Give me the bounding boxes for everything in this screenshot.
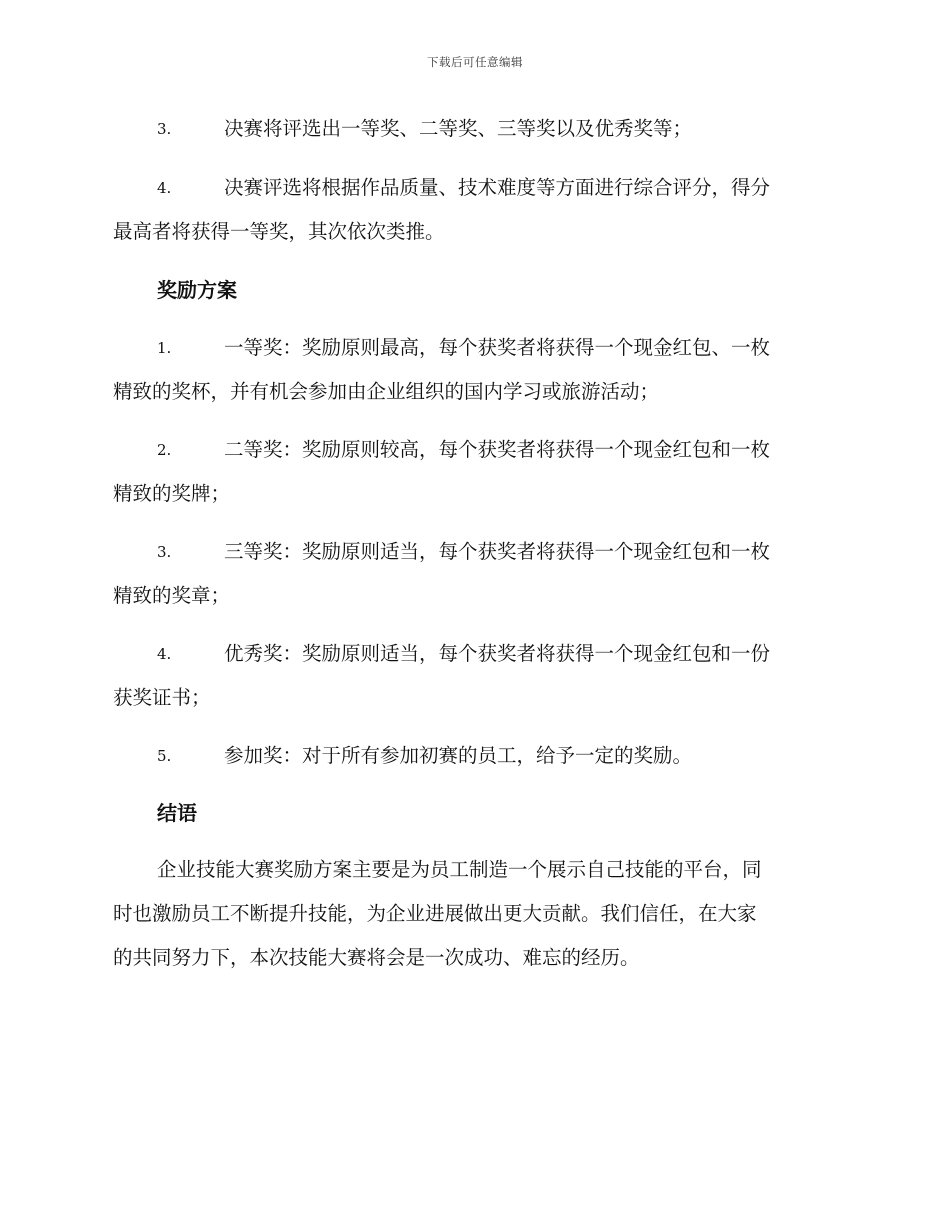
reward-item-1	[113, 326, 838, 414]
conclusion-paragraph	[113, 848, 838, 980]
item-text-continued: 最高者将获得一等奖，其次依次类推。	[113, 220, 445, 243]
item-text-continued: 精致的奖杯，并有机会参加由企业组织的国内学习或旅游活动；	[113, 380, 660, 403]
section-heading-conclusion: 结语	[157, 801, 197, 825]
item-number: 4.	[157, 645, 172, 663]
reward-item-4	[113, 632, 838, 720]
reward-item-5	[113, 734, 838, 778]
item-number: 5.	[157, 747, 172, 765]
item-number: 2.	[157, 441, 172, 459]
item-text: 决赛将评选出一等奖、二等奖、三等奖以及优秀奖等；	[224, 117, 693, 140]
reward-item-2	[113, 428, 838, 516]
item-number: 3.	[157, 543, 172, 561]
item-number: 1.	[157, 339, 172, 357]
section-heading-rewards: 奖励方案	[157, 278, 237, 302]
item-number: 3.	[157, 120, 172, 138]
judging-item-3	[113, 107, 838, 151]
item-number: 4.	[157, 179, 172, 197]
item-text: 一等奖：奖励原则最高，每个获奖者将获得一个现金红包、一枚	[224, 336, 771, 359]
item-text-continued: 精致的奖牌；	[113, 482, 231, 505]
judging-item-4	[113, 166, 838, 254]
page-header: 下载后可任意编辑	[427, 55, 523, 69]
item-text-continued: 获奖证书；	[113, 686, 211, 709]
item-text: 优秀奖：奖励原则适当，每个获奖者将获得一个现金红包和一份	[224, 642, 771, 665]
reward-item-3	[113, 530, 838, 618]
paragraph-line: 时也激励员工不断提升技能，为企业进展做出更大贡献。我们信任，在大家	[113, 902, 757, 925]
item-text: 二等奖：奖励原则较高，每个获奖者将获得一个现金红包和一枚	[224, 438, 771, 461]
item-text: 参加奖：对于所有参加初赛的员工，给予一定的奖励。	[224, 744, 693, 767]
paragraph-line: 的共同努力下，本次技能大赛将会是一次成功、难忘的经历。	[113, 946, 640, 969]
item-text: 三等奖：奖励原则适当，每个获奖者将获得一个现金红包和一枚	[224, 540, 771, 563]
item-text: 决赛评选将根据作品质量、技术难度等方面进行综合评分，得分	[224, 176, 771, 199]
paragraph-line: 企业技能大赛奖励方案主要是为员工制造一个展示自己技能的平台，同	[157, 858, 762, 881]
item-text-continued: 精致的奖章；	[113, 584, 231, 607]
